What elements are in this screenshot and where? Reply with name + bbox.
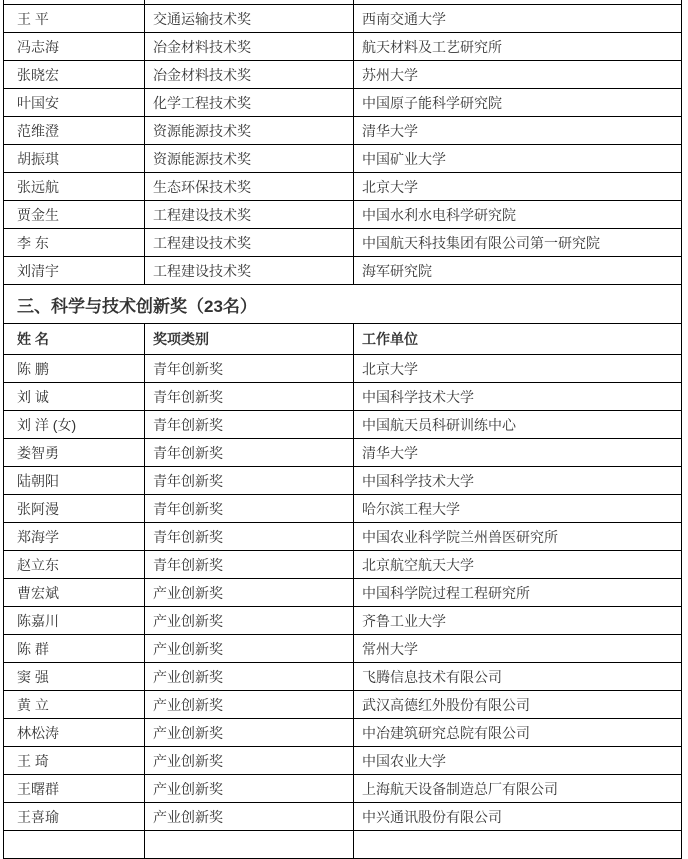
cell-award-category: 产业创新奖 <box>145 663 354 691</box>
cell-award-category: 产业创新奖 <box>145 635 354 663</box>
cell-award-category: 青年创新奖 <box>145 495 354 523</box>
cell-name: 范维澄 <box>4 117 145 145</box>
table-row <box>4 747 682 775</box>
cell-work-unit: 中国矿业大学 <box>354 145 682 173</box>
table-row <box>4 383 682 411</box>
clipped-row-bottom-body <box>4 831 682 859</box>
cell-work-unit: 西南交通大学 <box>354 5 682 33</box>
cell-name: 娄智勇 <box>4 439 145 467</box>
table-row <box>4 355 682 383</box>
table-row <box>4 467 682 495</box>
award-table <box>3 0 682 859</box>
cell-work-unit: 北京大学 <box>354 173 682 201</box>
table-row <box>4 439 682 467</box>
cell-name: 贾金生 <box>4 201 145 229</box>
cell-award-category: 产业创新奖 <box>145 691 354 719</box>
cell-work-unit: 航天材料及工艺研究所 <box>354 33 682 61</box>
table-cell-empty <box>354 831 682 859</box>
cell-work-unit: 苏州大学 <box>354 61 682 89</box>
section-title: 三、科学与技术创新奖（23名） <box>4 285 682 324</box>
table-row <box>4 663 682 691</box>
table-row <box>4 257 682 285</box>
table-row <box>4 607 682 635</box>
cell-award-category: 青年创新奖 <box>145 439 354 467</box>
cell-work-unit: 哈尔滨工程大学 <box>354 495 682 523</box>
cell-work-unit: 海军研究院 <box>354 257 682 285</box>
cell-award-category: 生态环保技术奖 <box>145 173 354 201</box>
cell-work-unit: 中国原子能科学研究院 <box>354 89 682 117</box>
cell-name: 陈 群 <box>4 635 145 663</box>
table-row <box>4 523 682 551</box>
section-1-rows <box>4 5 682 285</box>
cell-award-category: 青年创新奖 <box>145 355 354 383</box>
cell-award-category: 化学工程技术奖 <box>145 89 354 117</box>
table-row <box>4 173 682 201</box>
table-row <box>4 89 682 117</box>
cell-name: 刘 诚 <box>4 383 145 411</box>
table-row <box>4 495 682 523</box>
cell-work-unit: 武汉高德红外股份有限公司 <box>354 691 682 719</box>
cell-award-category: 工程建设技术奖 <box>145 257 354 285</box>
section-2-rows <box>4 355 682 831</box>
column-header-award-category: 奖项类别 <box>145 324 354 355</box>
cell-work-unit: 中国航天科技集团有限公司第一研究院 <box>354 229 682 257</box>
table-row <box>4 635 682 663</box>
cell-work-unit: 中国科学院过程工程研究所 <box>354 579 682 607</box>
table-row <box>4 145 682 173</box>
cell-name: 陈 鹏 <box>4 355 145 383</box>
table-row <box>4 579 682 607</box>
cell-work-unit: 齐鲁工业大学 <box>354 607 682 635</box>
table-row <box>4 803 682 831</box>
cell-work-unit: 北京大学 <box>354 355 682 383</box>
cell-work-unit: 中冶建筑研究总院有限公司 <box>354 719 682 747</box>
cell-award-category: 产业创新奖 <box>145 719 354 747</box>
cell-name: 黄 立 <box>4 691 145 719</box>
cell-work-unit: 北京航空航天大学 <box>354 551 682 579</box>
cell-work-unit: 中国科学技术大学 <box>354 467 682 495</box>
cell-award-category: 青年创新奖 <box>145 523 354 551</box>
cell-work-unit: 上海航天设备制造总厂有限公司 <box>354 775 682 803</box>
cell-award-category: 冶金材料技术奖 <box>145 61 354 89</box>
cell-award-category: 冶金材料技术奖 <box>145 33 354 61</box>
cell-award-category: 工程建设技术奖 <box>145 229 354 257</box>
cell-name: 陆朝阳 <box>4 467 145 495</box>
column-header-row <box>4 324 682 355</box>
cell-name: 张阿漫 <box>4 495 145 523</box>
table-row <box>4 229 682 257</box>
cell-work-unit: 中国科学技术大学 <box>354 383 682 411</box>
table-row <box>4 201 682 229</box>
cell-name: 王 琦 <box>4 747 145 775</box>
cell-name: 冯志海 <box>4 33 145 61</box>
cell-work-unit: 清华大学 <box>354 117 682 145</box>
cell-name: 窦 强 <box>4 663 145 691</box>
cell-award-category: 产业创新奖 <box>145 747 354 775</box>
cell-award-category: 资源能源技术奖 <box>145 145 354 173</box>
table-cell-empty <box>145 831 354 859</box>
cell-name: 郑海学 <box>4 523 145 551</box>
cell-name: 刘清宇 <box>4 257 145 285</box>
cell-award-category: 青年创新奖 <box>145 551 354 579</box>
table-row <box>4 775 682 803</box>
cell-award-category: 青年创新奖 <box>145 383 354 411</box>
table-row <box>4 719 682 747</box>
cell-work-unit: 中国农业大学 <box>354 747 682 775</box>
cell-name: 张晓宏 <box>4 61 145 89</box>
table-row <box>4 61 682 89</box>
cell-name: 胡振琪 <box>4 145 145 173</box>
cell-work-unit: 中国农业科学院兰州兽医研究所 <box>354 523 682 551</box>
cell-work-unit: 中兴通讯股份有限公司 <box>354 803 682 831</box>
table-row <box>4 117 682 145</box>
cell-work-unit: 飞腾信息技术有限公司 <box>354 663 682 691</box>
cell-award-category: 工程建设技术奖 <box>145 201 354 229</box>
cell-name: 赵立东 <box>4 551 145 579</box>
clipped-table-row <box>4 831 682 859</box>
cell-award-category: 交通运输技术奖 <box>145 5 354 33</box>
section-2-heading-body <box>4 285 682 355</box>
cell-award-category: 资源能源技术奖 <box>145 117 354 145</box>
cell-work-unit: 中国水利水电科学研究院 <box>354 201 682 229</box>
table-row <box>4 5 682 33</box>
cell-work-unit: 常州大学 <box>354 635 682 663</box>
cell-name: 李 东 <box>4 229 145 257</box>
cell-name: 王曙群 <box>4 775 145 803</box>
cell-work-unit: 清华大学 <box>354 439 682 467</box>
cell-work-unit: 中国航天员科研训练中心 <box>354 411 682 439</box>
cell-award-category: 青年创新奖 <box>145 411 354 439</box>
cell-name: 刘 洋 (女) <box>4 411 145 439</box>
cell-name: 林松涛 <box>4 719 145 747</box>
table-row <box>4 691 682 719</box>
cell-award-category: 产业创新奖 <box>145 803 354 831</box>
cell-award-category: 青年创新奖 <box>145 467 354 495</box>
column-header-work-unit: 工作单位 <box>354 324 682 355</box>
cell-name: 王喜瑜 <box>4 803 145 831</box>
cell-name: 张远航 <box>4 173 145 201</box>
table-row <box>4 551 682 579</box>
table-row <box>4 33 682 61</box>
column-header-name: 姓 名 <box>4 324 145 355</box>
cell-award-category: 产业创新奖 <box>145 579 354 607</box>
cell-name: 陈嘉川 <box>4 607 145 635</box>
cell-name: 叶国安 <box>4 89 145 117</box>
cell-name: 王 平 <box>4 5 145 33</box>
table-cell-empty <box>4 831 145 859</box>
cell-name: 曹宏斌 <box>4 579 145 607</box>
table-row <box>4 411 682 439</box>
cell-award-category: 产业创新奖 <box>145 775 354 803</box>
section-title-row <box>4 285 682 324</box>
cell-award-category: 产业创新奖 <box>145 607 354 635</box>
